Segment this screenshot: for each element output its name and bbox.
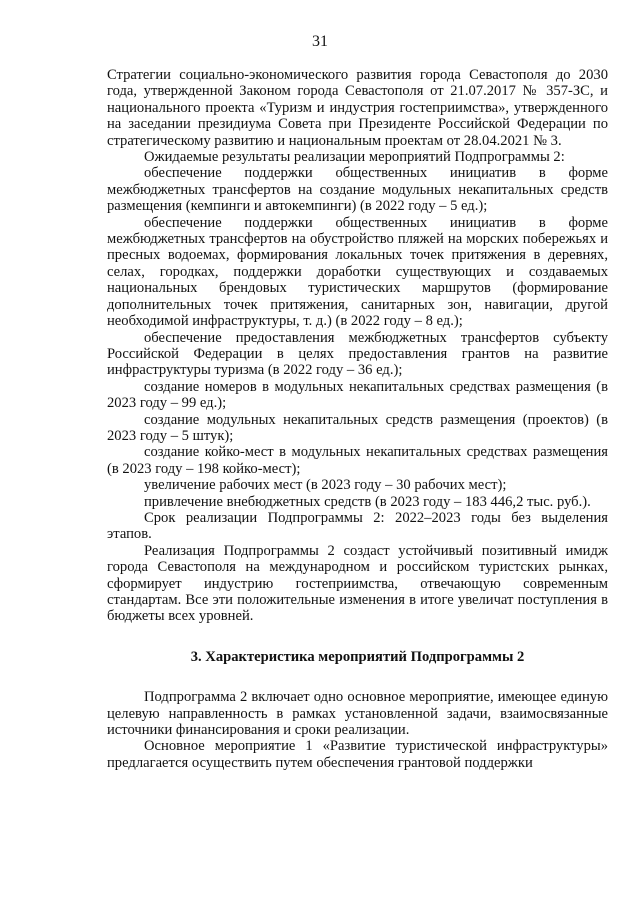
body-paragraph: Подпрограмма 2 включает одно основное мероприятие, имеющее единую целевую направленность в рамках установленной задачи, взаимосвязанные источники финансирования и сроки реализации. [107, 689, 608, 739]
body-paragraph: Основное мероприятие 1 «Развитие туристической инфраструктуры» предлагается осуществить путем обеспечения грантовой поддержки [107, 738, 608, 771]
body-paragraph: увеличение рабочих мест (в 2023 году – 30 рабочих мест); [144, 477, 507, 494]
body-paragraph: Ожидаемые результаты реализации мероприятий Подпрограммы 2: [144, 149, 565, 166]
body-paragraph: Стратегии социально-экономического развития города Севастополя до 2030 года, утвержденной Законом города Севастополя от 21.07.2017 № 357-ЗС, и национального проекта «Туризм и индустрия гостеприимства», утвержденного на заседании президиума Совета при Президенте Российской Федерации по стратегическому развитию и национальным проектам от 28.04.2021 № 3. [107, 67, 608, 149]
body-paragraph: обеспечение предоставления межбюджетных трансфертов субъекту Российской Федерации в целях предоставления грантов на развитие инфраструктуры туризма (в 2022 году – 36 ед.); [107, 329, 608, 379]
section-heading: 3. Характеристика мероприятий Подпрограммы 2 [190, 648, 525, 665]
body-paragraph: Срок реализации Подпрограммы 2: 2022–2023 годы без выделения этапов. [107, 509, 608, 543]
paragraphs-after-heading [107, 689, 608, 771]
page-number: 31 [312, 33, 328, 50]
body-paragraph: создание номеров в модульных некапитальных средствах размещения (в 2023 году – 99 ед.); [107, 378, 608, 412]
body-paragraph: создание модульных некапитальных средств размещения (проектов) (в 2023 году – 5 штук); [107, 411, 608, 444]
body-paragraph: привлечение внебюджетных средств (в 2023 году – 183 446,2 тыс. руб.). [144, 493, 591, 510]
body-paragraph: создание койко-мест в модульных некапитальных средствах размещения (в 2023 году – 198 койко-мест); [107, 444, 608, 477]
paragraphs-before-heading [107, 67, 608, 625]
body-paragraph: Реализация Подпрограммы 2 создаст устойчивый позитивный имидж города Севастополя на международном и российском туристских рынках, сформирует индустрию гостеприимства, отвечающую современным стандартам. Все эти положительные изменения в итоге увеличат поступления в бюджеты всех уровней. [107, 542, 608, 625]
body-paragraph: обеспечение поддержки общественных инициатив в форме межбюджетных трансфертов на обустройство пляжей на морских побережьях и пресных водоемах, формирования локальных точек притяжения в деревнях, селах, городках, поддержки доработки существующих и создаваемых национальных брендовых туристических маршрутов (формирование дополнительных точек притяжения, санитарных зон, навигации, другой необходимой инфраструктуры, т. д.) (в 2022 году – 8 ед.); [107, 214, 608, 330]
document-body [107, 67, 608, 771]
body-paragraph: обеспечение поддержки общественных инициатив в форме межбюджетных трансфертов на создание модульных некапитальных средств размещения (кемпинги и автокемпинги) (в 2022 году – 5 ед.); [107, 165, 608, 215]
